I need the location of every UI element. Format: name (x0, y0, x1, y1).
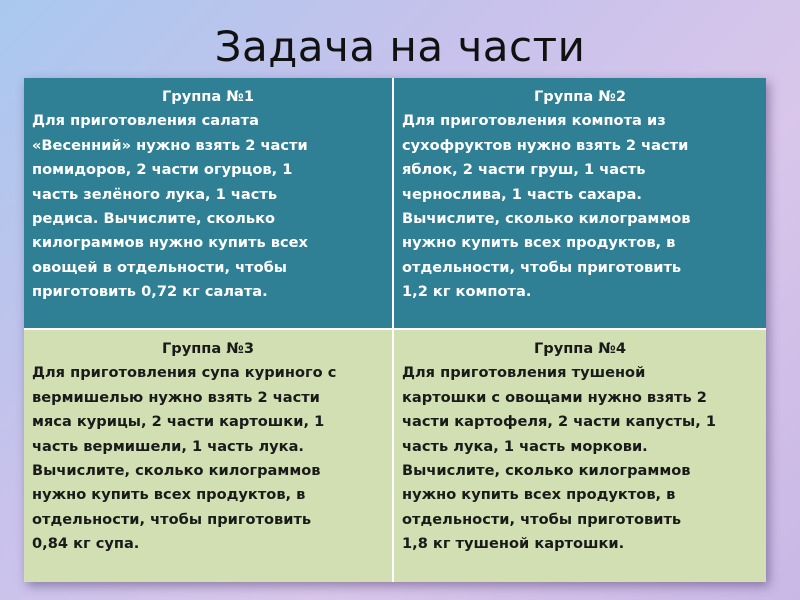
task-table (24, 78, 766, 582)
group-3-task-text: Для приготовления супа куриного с вермишелью нужно взять 2 части мяса курицы, 2 части картошки, 1 часть вермишели, 1 часть лука. Вычислите, сколько килограммов нужно купить всех продуктов, в отдельности, чтобы приготовить 0,84 кг супа. (32, 364, 337, 553)
group-2-cell (394, 78, 766, 330)
group-2-heading: Группа №2 (533, 88, 627, 105)
group-1-heading: Группа №1 (161, 88, 255, 105)
slide-title: Задача на части (214, 22, 586, 71)
group-3-cell (24, 330, 394, 582)
group-3-heading: Группа №3 (161, 340, 255, 357)
group-2-task-text: Для приготовления компота из сухофруктов нужно взять 2 части яблок, 2 части груш, 1 часть чернослива, 1 часть сахара. Вычислите, сколько килограммов нужно купить всех продуктов, в отдельности, чтобы приготовить 1,2 кг компота. (402, 112, 691, 301)
group-1-cell (24, 78, 394, 330)
group-1-task-text: Для приготовления салата «Весенний» нужно взять 2 части помидоров, 2 части огурцов, 1 часть зелёного лука, 1 часть редиса. Вычислите, сколько килограммов нужно купить всех овощей в отдельности, чтобы приготовить 0,72 кг салата. (32, 112, 308, 301)
group-4-heading: Группа №4 (533, 340, 627, 357)
group-4-cell (394, 330, 766, 582)
group-4-task-text: Для приготовления тушеной картошки с овощами нужно взять 2 части картофеля, 2 части капусты, 1 часть лука, 1 часть моркови. Вычислите, сколько килограммов нужно купить всех продуктов, в отдельности, чтобы приготовить 1,8 кг тушеной картошки. (402, 364, 716, 553)
